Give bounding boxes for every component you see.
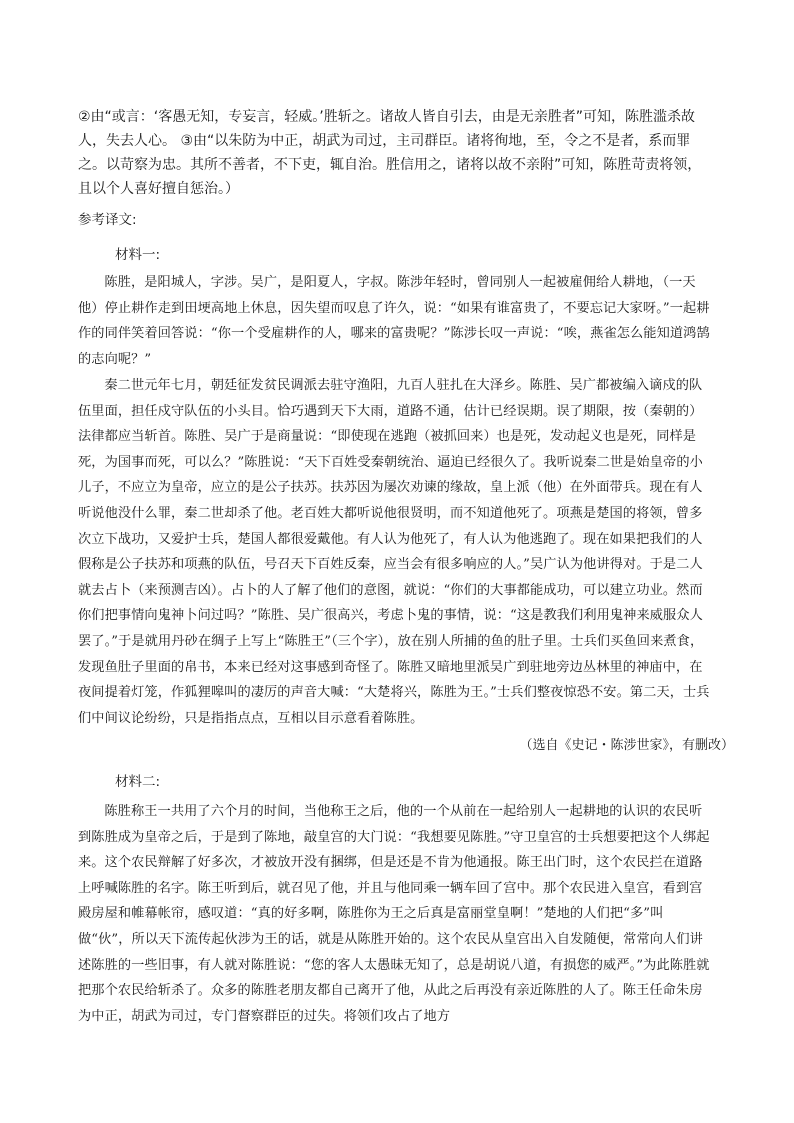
material-one-paragraph-1: 陈胜，是阳城人，字涉。吴广，是阳夏人，字叔。陈涉年轻时，曾同别人一起被雇佣给人耕地，（一天他）停止耕作走到田埂高地上休息，因失望而叹息了许久，说：“如果有谁富贵了，不要忘记大家呀。”一起耕作的同伴笑着回答说：“你一个受雇耕作的人，哪来的富贵呢？”陈涉长叹一声说：“唉，燕雀怎么能知道鸿鹄的志向呢？” <box>78 275 710 367</box>
material-one-label: 材料一: <box>115 247 161 263</box>
material-two-label: 材料二: <box>115 774 161 790</box>
material-two-paragraph-1: 陈胜称王一共用了六个月的时间，当他称王之后，他的一个从前在一起给别人一起耕地的认识的农民听到陈胜成为皇帝之后，于是到了陈地，敲皇宫的大门说：“我想要见陈胜。”守卫皇宫的士兵想要把这个人绑起来。这个农民辩解了好多次，才被放开没有捆绑，但是还是不肯为他通报。陈王出门时，这个农民拦在道路上呼喊陈胜的名字。陈王听到后，就召见了他，并且与他同乘一辆车回了宫中。那个农民进入皇宫，看到宫殿房屋和帷幕帐帘，感叹道：“真的好多啊，陈胜你为王之后真是富丽堂皇啊！”楚地的人们把“多”叫做“伙”，所以天下流传起伙涉为王的话，就是从陈胜开始的。这个农民从皇宫出入自发随便，常常向人们讲述陈胜的一些旧事，有人就对陈胜说：“您的客人太愚昧无知了，总是胡说八道，有损您的威严。”为此陈胜就把那个农民给斩杀了。众多的陈胜老朋友都自己离开了他，从此之后再没有亲近陈胜的人了。陈王任命朱房为中正，胡武为司过，专门督察群臣的过失。将领们攻占了地方 <box>78 804 710 1024</box>
reference-translation-heading: 参考译文: <box>78 212 137 228</box>
analysis-paragraph: ②由“或言：‘客愚无知，专妄言，轻威。’胜斩之。诸故人皆自引去，由是无亲胜者”可知，陈胜滥杀故人，失去人心。 ③由“以朱防为中正，胡武为司过，主司群臣。诸将徇地，至，令之不是者，系而罪之。以苛察为忠。其所不善者，不下吏，辄自治。胜信用之，诸将以故不亲附”可知，陈胜苛责将领，且以个人喜好擅自惩治。） <box>78 109 702 197</box>
material-one-source: （选自《史记・陈涉世家》，有删改） <box>519 738 734 753</box>
material-one-paragraph-2: 秦二世元年七月，朝廷征发贫民调派去驻守渔阳，九百人驻扎在大泽乡。陈胜、吴广都被编入谪戍的队伍里面，担任戍守队伍的小头目。恰巧遇到天下大雨，道路不通，估计已经误期。误了期限，按（秦朝的）法律都应当斩首。陈胜、吴广于是商量说：“即使现在逃跑（被抓回来）也是死，发动起义也是死，同样是死，为国事而死，可以么？”陈胜说：“天下百姓受秦朝统治、逼迫已经很久了。我听说秦二世是始皇帝的小儿子，不应立为皇帝，应立的是公子扶苏。扶苏因为屡次劝谏的缘故，皇上派（他）在外面带兵。现在有人听说他没什么罪，秦二世却杀了他。老百姓大都听说他很贤明，而不知道他死了。项燕是楚国的将领，曾多次立下战功，又爱护士兵，楚国人都很爱戴他。有人认为他死了，有人认为他逃跑了。现在如果把我们的人假称是公子扶苏和项燕的队伍，号召天下百姓反秦，应当会有很多响应的人。”吴广认为他讲得对。于是二人就去占卜（来预测吉凶）。占卜的人了解了他们的意图，就说：“你们的大事都能成功，可以建立功业。然而你们把事情向鬼神卜问过吗？”陈胜、吴广很高兴，考虑卜鬼的事情，说：“这是教我们利用鬼神来威服众人罢了。”于是就用丹砂在绸子上写上“陈胜王”（三个字），放在别人所捕的鱼的肚子里。士兵们买鱼回来煮食，发现鱼肚子里面的帛书，本来已经对这事感到奇怪了。陈胜又暗地里派吴广到驻地旁边丛林里的神庙中，在夜间提着灯笼，作狐狸嗥叫的凄厉的声音大喊：“大楚将兴，陈胜为王。”士兵们整夜惊恐不安。第二天，士兵们中间议论纷纷，只是指指点点，互相以目示意看着陈胜。 <box>78 378 710 726</box>
